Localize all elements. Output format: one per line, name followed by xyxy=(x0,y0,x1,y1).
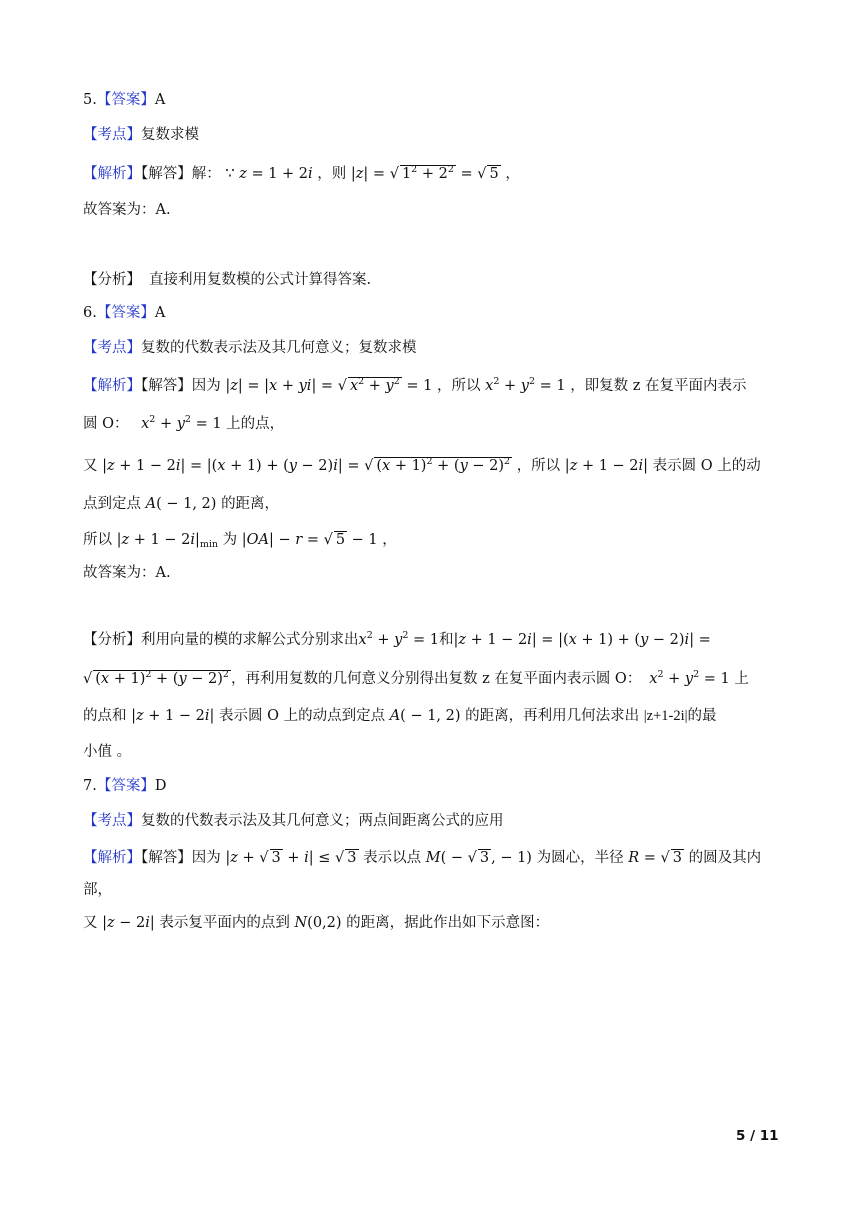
point-text: 复数的代数表示法及其几何意义；两点间距离公式的应用 xyxy=(141,813,504,829)
fenxi-tag: 【分析】 xyxy=(83,272,141,288)
point-tag: 【考点】 xyxy=(83,813,141,829)
text: 表示圆 O 上的动 xyxy=(652,458,761,474)
q6-analysis-line-4: 小值 。 xyxy=(83,744,132,760)
formula: R = √ 3 xyxy=(628,850,682,866)
q6-analysis-line-1 xyxy=(83,630,711,650)
formula: ∵ z = 1 + 2i xyxy=(225,166,313,182)
q5-solution-line xyxy=(83,164,520,184)
jieda-tag: 【解答】 xyxy=(141,166,192,182)
answer-tag: 【答案】 xyxy=(96,778,155,794)
text: ，所以 xyxy=(516,458,561,474)
formula: $|z + 1 - 2i|_{min}$ xyxy=(116,532,219,550)
text: 表示以点 xyxy=(363,850,422,866)
text: 点到定点 xyxy=(83,496,141,512)
q7-solution-line-1 xyxy=(83,848,761,868)
q7-answer-line xyxy=(83,776,166,796)
text: 因为 xyxy=(191,850,221,866)
text: ，所以 xyxy=(437,378,481,394)
text: 因为 xyxy=(191,378,221,394)
text: 利用向量的模的求解公式分别求出 xyxy=(141,632,359,648)
text: 和 xyxy=(438,632,454,648)
q5-answer-line xyxy=(83,90,165,110)
formula: √ $(x + 1)^2 + (y - 2)^2$ xyxy=(83,669,229,687)
jieda-tag: 【解答】 xyxy=(141,378,192,394)
formula: |z − 2i| xyxy=(102,915,155,931)
answer-value: A xyxy=(154,92,166,108)
formula: $x^2 + y^2 = 1$ xyxy=(485,376,566,394)
formula: $x^2 + y^2 = 1$ xyxy=(649,669,730,687)
text: 的圆及其内 xyxy=(688,850,762,866)
solution-prefix: 解： xyxy=(191,166,221,182)
point-tag: 【考点】 xyxy=(83,340,141,356)
formula: A( − 1, 2) xyxy=(145,496,217,512)
text: 为圆心，半径 xyxy=(536,850,624,866)
q6-point-line xyxy=(83,338,417,358)
formula: $x^2 + y^2 = 1$ xyxy=(141,414,222,432)
point-tag: 【考点】 xyxy=(83,127,141,143)
q6-solution-line-3 xyxy=(83,456,761,476)
text: 的点和 xyxy=(83,708,127,724)
text: ，即复数 z 在复平面内表示 xyxy=(570,378,747,394)
text: 上 xyxy=(734,671,749,687)
text: 的最 xyxy=(687,708,717,724)
q5-point-line xyxy=(83,125,199,145)
text: |z+1-2i| xyxy=(643,708,688,724)
formula: A( − 1, 2) xyxy=(389,708,461,724)
question-number: 6. xyxy=(83,305,97,321)
fenxi-tag: 【分析】 xyxy=(83,632,141,648)
q6-answer-line xyxy=(83,303,165,323)
q6-solution-line-2 xyxy=(83,414,284,434)
text: 的距离， xyxy=(221,496,280,512)
formula: |z| = |x + yi| = √ $x^2 + y^2 = 1$ xyxy=(225,376,433,394)
jiexi-tag: 【解析】 xyxy=(83,850,141,866)
text: 所以 xyxy=(83,532,112,548)
text: 圆 O： xyxy=(83,416,129,432)
point-text: 复数的代数表示法及其几何意义；复数求模 xyxy=(141,340,417,356)
formula: |z + 1 − 2i| = |(x + 1) + (y − 2)i| = √ $(x + 1)^2 + (y - 2)^2$ xyxy=(102,456,511,474)
text: ，再利用复数的几何意义分别得出复数 z 在复平面内表示圆 O： xyxy=(230,671,642,687)
answer-tag: 【答案】 xyxy=(96,305,155,321)
formula: N(0,2) xyxy=(294,915,342,931)
question-number: 5. xyxy=(83,92,97,108)
text: 又 xyxy=(83,915,98,931)
analysis-text: 直接利用复数模的公式计算得答案. xyxy=(149,272,372,288)
q6-analysis-line-2 xyxy=(83,669,749,689)
q5-analysis-line xyxy=(83,270,371,290)
solution-then: ，则 xyxy=(317,166,347,182)
jiexi-tag: 【解析】 xyxy=(83,378,141,394)
text: 上的点， xyxy=(226,416,285,432)
point-text: 复数求模 xyxy=(141,127,199,143)
text: 又 xyxy=(83,458,98,474)
q6-analysis-line-3 xyxy=(83,706,717,726)
formula: |z + 1 − 2i| xyxy=(131,708,215,724)
solution-end: ， xyxy=(505,166,520,182)
q6-solution-line-5 xyxy=(83,530,397,550)
q7-point-line xyxy=(83,811,504,831)
formula: |z + 1 − 2i| xyxy=(564,458,649,474)
formula: |OA| − r = √ 5 − 1 xyxy=(241,532,378,548)
q7-solution-line-3 xyxy=(83,913,549,933)
q6-conclusion: 故答案为：A. xyxy=(83,565,171,581)
formula: |z| = √ $1^2 + 2^2$ = √ 5 xyxy=(350,164,499,182)
page-number: 5 / 11 xyxy=(736,1128,779,1144)
text: 的距离，据此作出如下示意图： xyxy=(346,915,550,931)
text: 的距离，再利用几何法求出 xyxy=(465,708,640,724)
text: 表示圆 O 上的动点到定点 xyxy=(218,708,386,724)
q6-solution-line-1 xyxy=(83,376,747,396)
formula: $x^2 + y^2 = 1$ xyxy=(358,630,439,648)
q5-conclusion: 故答案为：A. xyxy=(83,202,171,218)
jieda-tag: 【解答】 xyxy=(141,850,192,866)
jiexi-tag: 【解析】 xyxy=(83,166,141,182)
q7-solution-line-2: 部， xyxy=(83,882,112,898)
text: 为 xyxy=(222,532,238,548)
formula: |z + √ 3 + i| ≤ √ 3 xyxy=(225,850,357,866)
q6-solution-line-4 xyxy=(83,494,279,514)
question-number: 7. xyxy=(83,778,97,794)
answer-value: D xyxy=(154,778,167,794)
text: ， xyxy=(382,532,397,548)
answer-value: A xyxy=(154,305,166,321)
answer-tag: 【答案】 xyxy=(96,92,155,108)
text: 表示复平面内的点到 xyxy=(159,915,290,931)
formula: M( − √ 3 , − 1) xyxy=(425,850,532,866)
formula: |z + 1 − 2i| = |(x + 1) + (y − 2)i| = xyxy=(453,632,711,648)
